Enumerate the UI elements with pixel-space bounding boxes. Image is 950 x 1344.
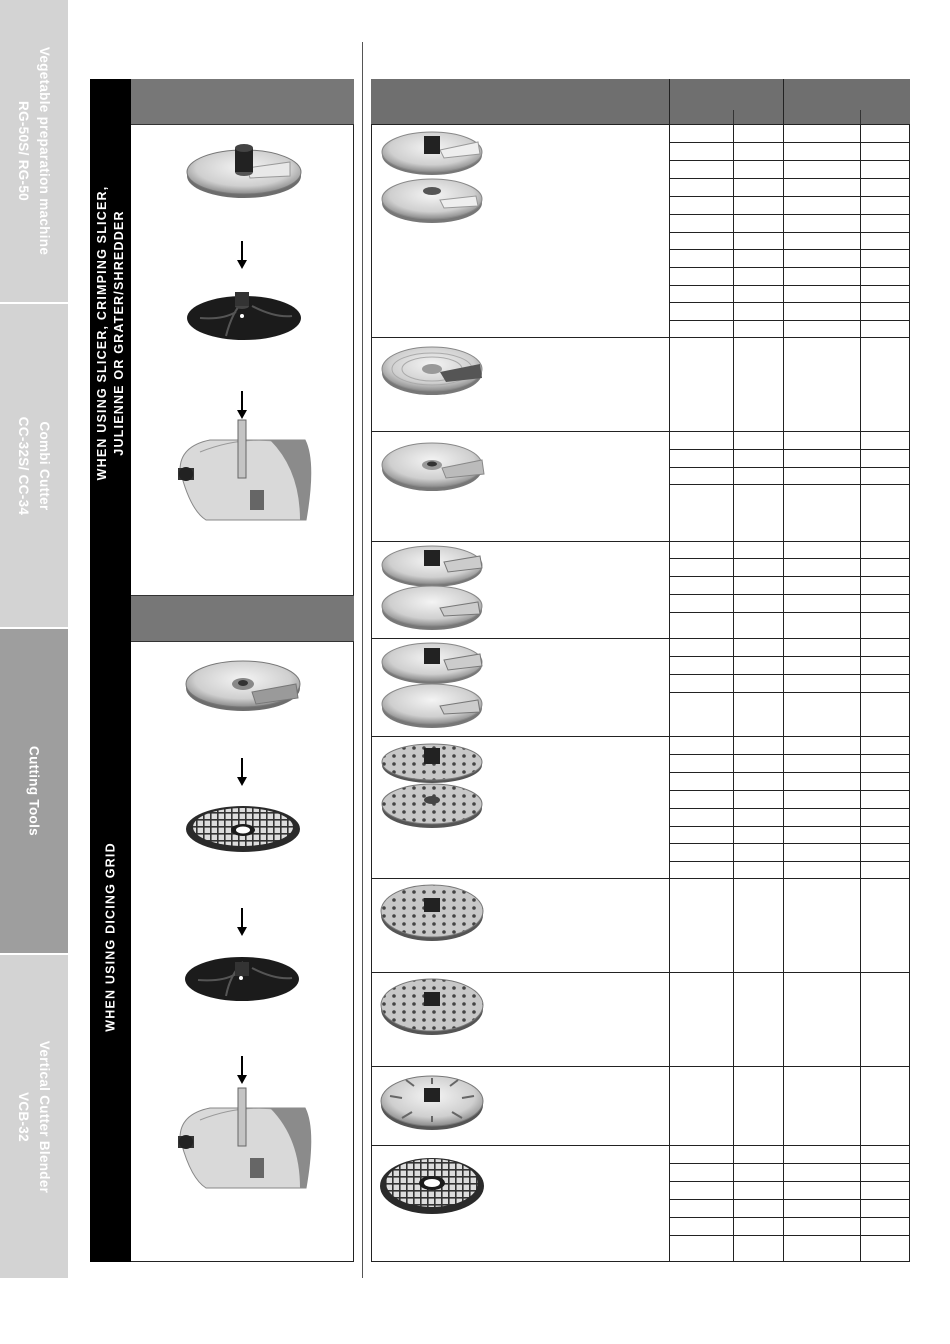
section-label-slicer: WHEN USING SLICER, CRIMPING SLICER, JULIENNE OR GRATER/SHREDDER [95, 185, 126, 481]
table-row-line [669, 160, 910, 161]
group-separator [371, 431, 910, 432]
table-row-line [669, 772, 910, 773]
table-row-line [669, 214, 910, 215]
side-tab-label: Combi Cutter CC-32S/ CC-34 [16, 416, 52, 515]
table-row-line [669, 754, 910, 755]
table-row-line [669, 196, 910, 197]
table-row-line [669, 142, 910, 143]
arrow-down-icon [241, 241, 243, 267]
group-separator [371, 337, 910, 338]
table-row-line [669, 656, 910, 657]
column-line [733, 124, 734, 1262]
group-separator [371, 1145, 910, 1146]
group-separator [371, 638, 910, 639]
table-row-line [669, 484, 910, 485]
table-row-line [669, 267, 910, 268]
table-row-line [669, 1163, 910, 1164]
group-separator [371, 878, 910, 879]
table-row-line [669, 692, 910, 693]
table-row-line [669, 320, 910, 321]
table-row-line [669, 861, 910, 862]
table-row-line [669, 576, 910, 577]
table-header [371, 79, 910, 124]
table-row-line [669, 302, 910, 303]
table-row-line [669, 808, 910, 809]
group-separator [371, 1066, 910, 1067]
side-tab-vegetable-machine[interactable] [0, 0, 68, 302]
table-row-line [669, 178, 910, 179]
column-line [860, 124, 861, 1262]
table-row-line [669, 826, 910, 827]
table-row-line [669, 1235, 910, 1236]
section-label-dicing: WHEN USING DICING GRID [103, 842, 118, 1032]
table-row-line [669, 843, 910, 844]
table-row-line [669, 1217, 910, 1218]
header-tick [733, 110, 734, 124]
group-separator [371, 124, 910, 125]
group-separator [371, 972, 910, 973]
panel-header-2 [131, 595, 354, 642]
column-line [783, 79, 784, 1262]
table-row-line [669, 558, 910, 559]
arrow-down-icon [241, 1056, 243, 1082]
table-row-line [669, 249, 910, 250]
table-row-line [669, 1181, 910, 1182]
arrow-down-icon [241, 391, 243, 417]
group-separator [371, 541, 910, 542]
side-tab-label: Vegetable preparation machine RG-50S/ RG-50 [16, 46, 52, 256]
table-row-line [669, 285, 910, 286]
table-row-line [669, 612, 910, 613]
side-tab-combi-cutter[interactable] [0, 304, 68, 627]
page-divider [362, 42, 363, 1278]
side-tab-vertical-cutter-blender[interactable] [0, 955, 68, 1278]
arrow-down-icon [241, 908, 243, 934]
panel-header-1 [131, 79, 354, 125]
table-row-line [669, 790, 910, 791]
side-tab-label: Vertical Cutter Blender VCB-32 [16, 1040, 52, 1193]
side-tab-label: Cutting Tools [26, 746, 42, 836]
table-row-line [669, 594, 910, 595]
column-line [669, 79, 670, 1262]
group-separator [371, 736, 910, 737]
table-row-line [669, 449, 910, 450]
table-row-line [669, 674, 910, 675]
table-row-line [669, 1199, 910, 1200]
cutting-tools-table [371, 79, 910, 1262]
side-tab-cutting-tools[interactable] [0, 629, 68, 953]
header-tick [860, 110, 861, 124]
arrow-down-icon [241, 758, 243, 784]
table-row-line [669, 467, 910, 468]
table-row-line [669, 232, 910, 233]
